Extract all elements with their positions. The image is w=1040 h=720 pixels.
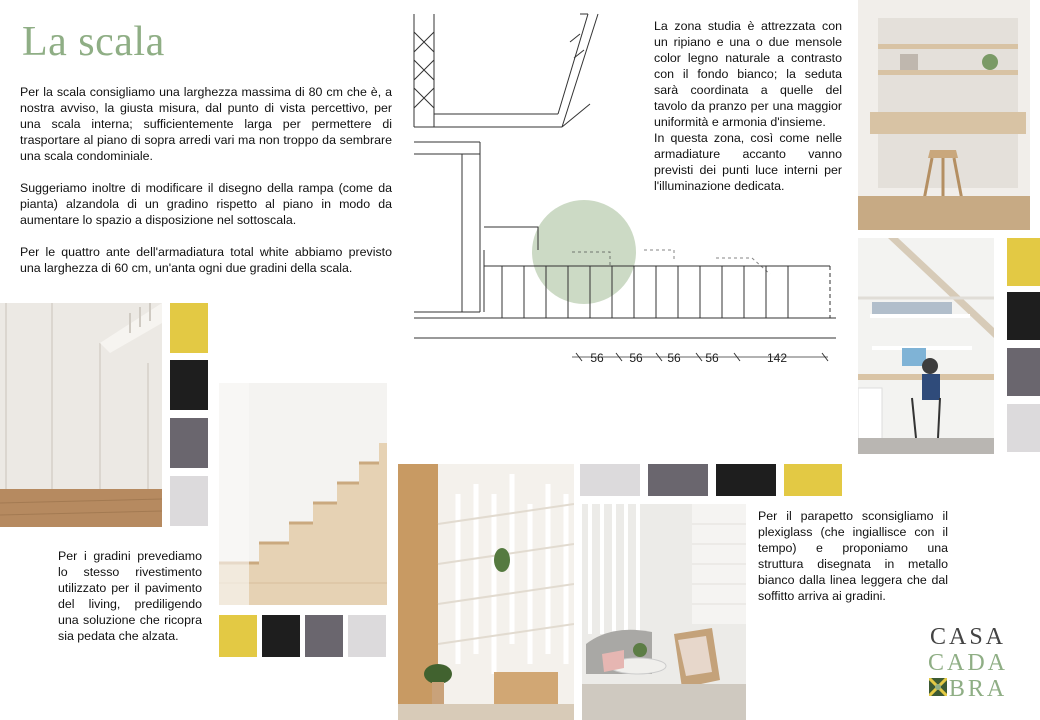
swatch-light [1007, 404, 1040, 452]
swatch-grey [1007, 348, 1040, 396]
intro-paragraph-3: Per le quattro ante dell'armadiatura total white abbiamo previsto una larghezza di 60 cm, un'anta ogni due gradini della scala. [20, 245, 392, 275]
swatch-yellow-row2 [784, 464, 842, 496]
photo-wardrobe-under-stairs [0, 303, 162, 527]
railing-text [758, 508, 948, 604]
dimension-3: 56 [667, 351, 681, 365]
dimension-1: 56 [590, 351, 604, 365]
study-paragraph-1: La zona studia è attrezzata con un ripiano e una o due mensole color legno naturale a contrasto con il fondo bianco; la seduta sarà coordinata a quelle del tavolo da pranzo per una maggior uniformità e armonia d'insieme. [654, 19, 842, 129]
swatch-black-row2 [716, 464, 776, 496]
swatch-black-row1 [262, 615, 300, 657]
page-title: La scala [22, 19, 165, 65]
intro-text [20, 84, 392, 292]
photo-slatted-railing [398, 464, 574, 720]
swatch-grey-row1 [305, 615, 343, 657]
swatch-light-left [170, 476, 208, 526]
swatch-grey-left [170, 418, 208, 468]
photo-living-room [582, 504, 746, 720]
logo-line-3: BRA [948, 676, 1008, 702]
steps-text [58, 548, 202, 644]
photo-wooden-staircase [219, 383, 387, 605]
dimension-2: 56 [629, 351, 643, 365]
swatch-light-row2 [580, 464, 640, 496]
study-paragraph-2: In questa zona, così come nelle armadiature accanto vanno previsti dei punti luce interni per l'illuminazione dedicata. [654, 131, 842, 193]
dimension-5: 142 [766, 351, 788, 365]
swatch-yellow-row1 [219, 615, 257, 657]
logo-line-3-row [918, 676, 1018, 702]
intro-paragraph-1: Per la scala consigliamo una larghezza massima di 80 cm che è, a nostra avviso, la giusta misura, dal punto di vista percettivo, per una scala interna; sufficientemente larga per permettere di trasportare al piano di sopra arredi vari ma non troppo da sembrare una scala condominiale. [20, 85, 392, 163]
study-text [654, 18, 842, 194]
swatch-black-left [170, 360, 208, 410]
logo-line-1: CASA [929, 624, 1007, 650]
steps-paragraph: Per i gradini prevediamo lo stesso rivestimento utilizzato per il pavimento del living, prediligendo una soluzione che ricopra sia pedata che alzata. [58, 549, 202, 643]
swatch-yellow-left [170, 303, 208, 353]
brand-logo [918, 624, 1018, 702]
railing-paragraph: Per il parapetto sconsigliamo il plexiglass (che ingiallisce con il tempo) e proponiamo una struttura disegnata in metallo bianco dalla linea leggera che dal soffitto arriva ai gradini. [758, 509, 948, 603]
intro-paragraph-2: Suggeriamo inoltre di modificare il disegno della rampa (come da pianta) alzandola di un gradino rispetto al piano in modo da aumentare lo spazio a disposizione nel sottoscala. [20, 181, 392, 227]
photo-desk-under-stairs [858, 238, 994, 454]
photo-study-niche [858, 0, 1030, 230]
swatch-black [1007, 292, 1040, 340]
dimension-4: 56 [705, 351, 719, 365]
ornament-icon [929, 676, 947, 702]
swatch-yellow [1007, 238, 1040, 286]
swatch-grey-row2 [648, 464, 708, 496]
swatch-light-row1 [348, 615, 386, 657]
logo-line-2: CADA [927, 650, 1008, 676]
